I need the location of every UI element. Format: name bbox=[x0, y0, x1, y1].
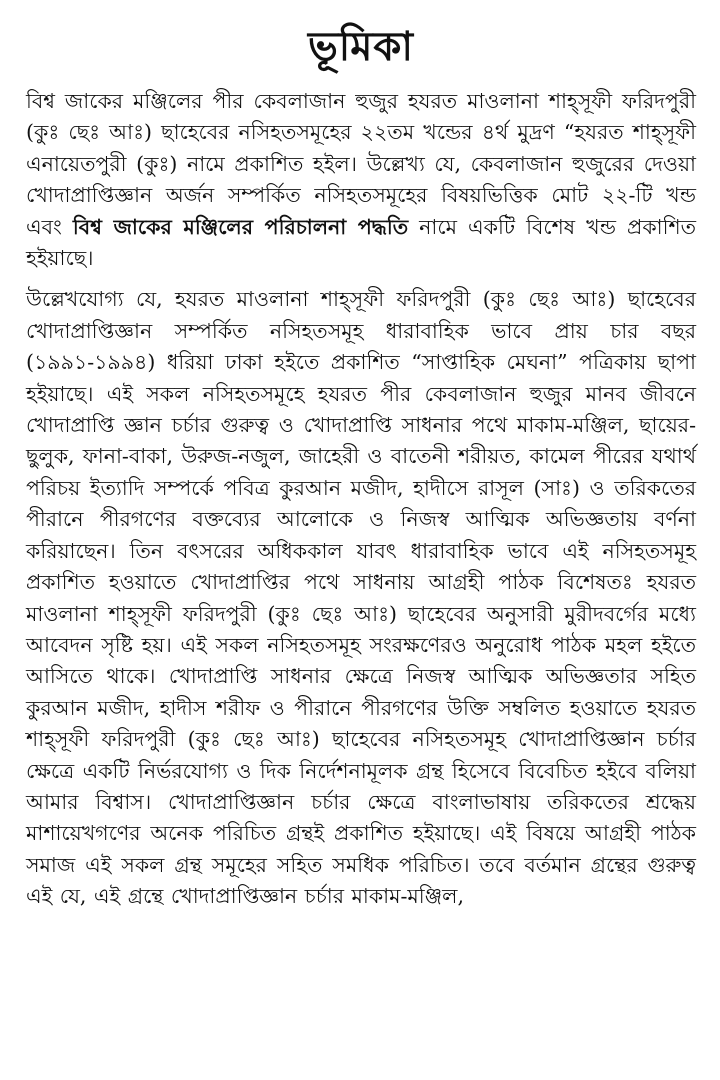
paragraph-1 bbox=[26, 86, 696, 274]
paragraph-1-bold-phrase: বিশ্ব জাকের মঞ্জিলের পরিচালনা পদ্ধতি bbox=[72, 214, 409, 239]
page-title: ভূমিকা bbox=[307, 23, 415, 70]
paragraph-2: উল্লেখযোগ্য যে, হযরত মাওলানা শাহ্সূফী ফরিদপুরী (কুঃ ছেঃ আঃ) ছাহেবের খোদাপ্রাপ্তিজ্ঞান সম্পর্কিত নসিহতসমূহ ধারাবাহিক ভাবে প্রায় চার বছর (১৯৯১-১৯৯৪) ধরিয়া ঢাকা হইতে প্রকাশিত “সাপ্তাহিক মেঘনা” পত্রিকায় ছাপা হইয়াছে। এই সকল নসিহতসমূহে হযরত পীর কেবলাজান হুজুর মানব জীবনে খোদাপ্রাপ্তি জ্ঞান চর্চার গুরুত্ব ও খোদাপ্রাপ্তি সাধনার পথে মাকাম-মঞ্জিল, ছায়ের-ছুলুক, ফানা-বাকা, উরুজ-নজুল, জাহেরী ও বাতেনী শরীয়ত, কামেল পীরের যথার্থ পরিচয় ইত্যাদি সম্পর্কে পবিত্র কুরআন মজীদ, হাদীসে রাসূল (সাঃ) ও তরিকতের পীরানে পীরগণের বক্তব্যের আলোকে ও নিজস্ব আত্মিক অভিজ্ঞতায় বর্ণনা করিয়াছেন। তিন বৎসরের অধিককাল যাবৎ ধারাবাহিক ভাবে এই নসিহতসমূহ প্রকাশিত হওয়াতে খোদাপ্রাপ্তির পথে সাধনায় আগ্রহী পাঠক বিশেষতঃ হযরত মাওলানা শাহ্সূফী ফরিদপুরী (কুঃ ছেঃ আঃ) ছাহেবের অনুসারী মুরীদবর্গের মধ্যে আবেদন সৃষ্টি হয়। এই সকল নসিহতসমূহ সংরক্ষণেরও অনুরোধ পাঠক মহল হইতে আসিতে থাকে। খোদাপ্রাপ্তি সাধনার ক্ষেত্রে নিজস্ব আত্মিক অভিজ্ঞতার সহিত কুরআন মজীদ, হাদীস শরীফ ও পীরানে পীরগণের উক্তি সম্বলিত হওয়াতে হযরত শাহ্সূফী ফরিদপুরী (কুঃ ছেঃ আঃ) ছাহেবের নসিহতসমূহ খোদাপ্রাপ্তিজ্ঞান চর্চার ক্ষেত্রে একটি নির্ভরযোগ্য ও দিক নির্দেশনামূলক গ্রন্থ হিসেবে বিবেচিত হইবে বলিয়া আমার বিশ্বাস। খোদাপ্রাপ্তিজ্ঞান চর্চার ক্ষেত্রে বাংলাভাষায় তরিকতের শ্রদ্ধেয় মাশায়েখগণের অনেক পরিচিত গ্রন্থই প্রকাশিত হইয়াছে। এই বিষয়ে আগ্রহী পাঠক সমাজ এই সকল গ্রন্থ সমূহের সহিত সমধিক পরিচিত। তবে বর্তমান গ্রন্থের গুরুত্ব এই যে, এই গ্রন্থে খোদাপ্রাপ্তিজ্ঞান চর্চার মাকাম-মঞ্জিল, bbox=[26, 287, 696, 909]
paragraph-1-text-b: নামে একটি বিশেষ খন্ড প্রকাশিত হইয়াছে। bbox=[26, 214, 696, 271]
paragraph-1-text-a: বিশ্ব জাকের মঞ্জিলের পীর কেবলাজান হুজুর হযরত মাওলানা শাহ্সূফী ফরিদপুরী (কুঃ ছেঃ আঃ) ছাহেবের নসিহতসমূহের ২২তম খন্ডের ৪র্থ মুদ্রণ “হযরত শাহ্সূফী এনায়েতপুরী (কুঃ) নামে প্রকাশিত হইল। উল্লেখ্য যে, কেবলাজান হুজুরের দেওয়া খোদাপ্রাপ্তিজ্ঞান অর্জন সম্পর্কিত নসিহতসমূহের বিষয়ভিত্তিক মোট ২২-টি খন্ড এবং bbox=[26, 89, 696, 239]
